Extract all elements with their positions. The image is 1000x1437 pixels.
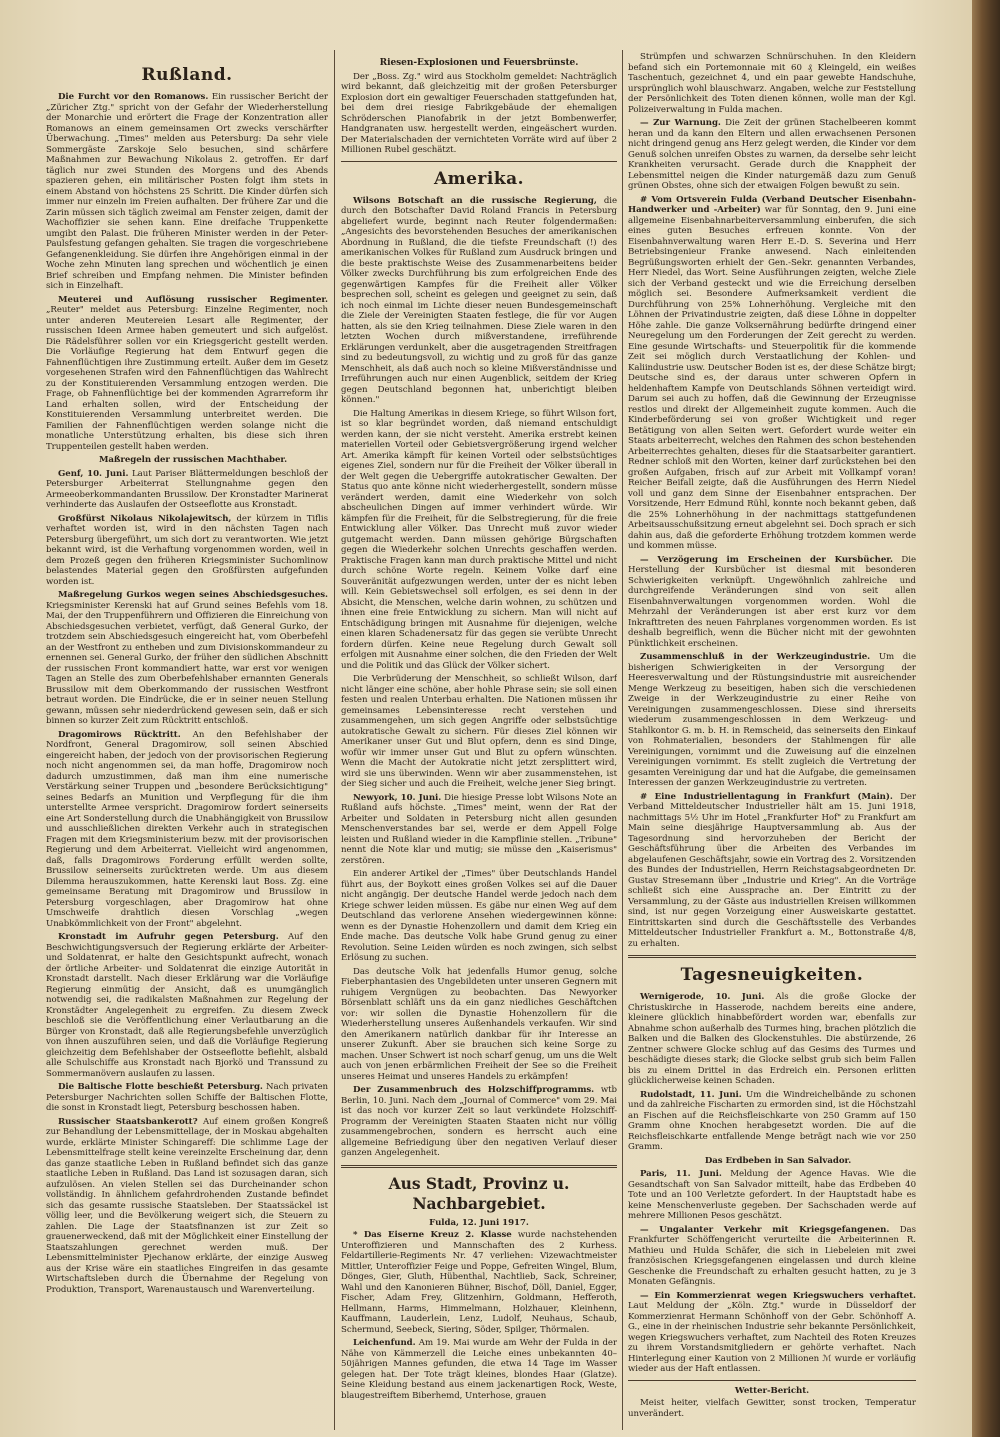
article-body: die durch den Botschafter David Roland Francis in Petersburg abgeliefert wurde, beginnt nach Reuter folgendermaßen: „Angesichts des bevorstehenden Besuches der amerikanischen Abordnung in Rußland, die die tiefste Freundschaft (!) des amerikanischen Volkes für Rußland zum Ausdruck bringen und die beste praktischste Weise des Zusammenarbeitens beider Völker zwecks Durchführung bis zum erfolgreichen Ende des gegenwärtigen Kampfes für die Freiheit aller Völker besprechen soll, scheint es gelegen und geeignet zu sein, daß ich noch einmal im Lichte dieser neuen Bundesgemeinschaft die Ziele der Vereinigten Staaten festlege, die für vor Augen hatten, als sie den Krieg teilnahmen. Diese Ziele waren in den letzten Wochen durch mißverstandene, irreführende Erklärungen verdunkelt, aber die ausgetragenden Streitfragen sind zu bedeutungsvoll, zu wichtig und zu groß für das ganze Menschheit, als daß auch noch so kleine Mißverständnisse und Irreführungen auch nur einen Augenblick, seitdem der Krieg gegen Deutschland begonnen hat, unberichtigt bleiben können." [341,195,617,405]
article-body: Ein russischer Bericht der „Züricher Ztg." spricht von der Gefahr der Wiederherstellung der Monarchie und erörtert die Frage der Konzentration aller Romanows an einem gemeinsamen Ort zwecks verschärfter Überwachung. „Times" melden aus Petersburg: Da sehr viele Sommergäste Zarskoje Selo besuchen, sind schärfere Maßnahmen zur Bewachung Nikolaus 2. getroffen. Er darf täglich nur zwei Stunden des Morgens und des Abends spazieren gehen, ein militärischer Posten folgt ihm stets in einem Abstand von höchstens 25 Schritt. Die Kinder dürfen sich immer nur einzeln im Freien aufhalten. Der frühere Zar und die Zarin müssen sich täglich zweimal am Fenster zeigen, damit der Wachoffizier sie sehen kann. Eine dreifache Truppenkette umgibt den Palast. Die früheren Minister werden in der Peter-Paulsfestung gefangen gehalten. Sie tragen die vorgeschriebene Gefangenenkleidung. Sie dürfen ihre Angehörigen einmal in der Woche zehn Minuten lang sprechen und wöchentlich je einen Brief schreiben und Empfang nehmen. Die Minister befinden sich in Einzelhaft. [46,92,328,291]
article [341,793,617,867]
column-rule [334,50,335,1430]
divider [628,955,916,958]
article [628,195,916,552]
column-rule [622,50,623,1430]
article-body: Kriegsminister Kerenski hat auf Grund seines Befehls vom 18. Mai, der den Truppenführern und Offizieren die Einreichung von Abschiedsgesuchen verbietet, verfügt, daß General Gurko, der trotzdem sein Abschiedsgesuch eingereicht hat, vom Oberbefehl an der Westfront zu entheben und zum Divisionskommandeur zu ernennen sei. General Gurko, der früher den südlichen Abschnitt der russischen Front kommandiert hatte, war erst vor wenigen Tagen an Stelle des zum Oberbefehlshaber ernannten Generals Brussilow mit dem Oberkommando der russischen Westfront betraut worden. Die Eindrücke, die er in seiner neuen Stellung gewann, müssen sehr niederdrückend gewesen sein, daß er sich binnen so kurzer Zeit zum Rücktritt entschloß. [46,600,328,726]
weather-body: Meist heiter, vielfach Gewitter, sonst trocken, Temperatur unverändert. [628,1398,916,1419]
article-heading: Dragomirows Rücktritt. [58,729,181,740]
section-title-russia: Rußland. [141,65,233,85]
divider [341,1165,617,1168]
column-local-news [628,52,916,1424]
article-heading: — Ein Kommerzienrat wegen Kriegswuchers verhaftet. [640,1290,916,1301]
article-heading: Maßregeln der russischen Machthaber. [98,455,288,465]
article-body: Das deutsche Volk hat jedenfalls Humor genug, solche Fieberphantasien des Ungebildeten unter unseren Gegnern mit ruhigem Vergnügen zu beobachten. Das Newyorker Börsenblatt schläft uns da ein ganz niedliches Geschäftchen vor: wir sollen die Dynastie Hohenzollern für die Wiederherstellung unseres Außenhandels verkaufen. Wir sind den Amerikanern natürlich dankbar für ihr Interesse an unserer Zukunft. Aber sie brauchen sich keine Sorge zu machen. Unser Schwert ist noch scharf genug, um uns die Welt auch von jenen erbärmlichen Freiheit der See so die Freiheit unseres Heimat und unseres Handels zu erkämpfen! [341,966,617,1082]
article-heading: # Eine Industriellentagung in Frankfurt (Main). [640,791,893,802]
article [46,932,328,1079]
article-body: Der Verband Mitteldeutscher Industrieller hält am 15. Juni 1918, nachmittags 5½ Uhr im Hotel „Frankfurter Hof" zu Frankfurt am Main seine diesjährige Hauptversammlung ab. Aus der Tagesordnung sind hervorzuheben der Bericht der Geschäftsführung über die Arbeiten des Verbandes im abgelaufenen Geschäftsjahr, sowie ein Vortrag des 2. Vorsitzenden des Bundes der Industriellen, Herrn Reichstagsabgeordneten Dr. Gustav Stresemann über „Industrie und Krieg". An die Vorträge schließt sich eine Aussprache an. Der Eintritt zu der Versammlung, zu der Gäste aus industriellen Kreisen willkommen sind, ist nur gegen Vorzeigung einer Ausweiskarte gestattet. Eintrittskarten sind durch die Geschäftsstelle des Verbandes Mitteldeutscher Industrieller Frankfurt a. M., Bottonstraße 4/8, zu erhalten. [628,791,916,949]
column-russia [46,58,328,1430]
article-heading: — Ungalanter Verkehr mit Kriegsgefangenen. [640,1224,890,1235]
section-title-local: Aus Stadt, Provinz u. Nachbargebiet. [388,1173,570,1213]
article [341,967,617,1083]
article-heading: Russischer Staatsbankerott? [58,1116,198,1127]
article [628,555,916,650]
article [341,674,617,790]
article-heading: — Zur Warnung. [640,118,721,128]
article-heading: Das Erdbeben in San Salvador. [704,1155,852,1166]
section-title-daily-news: Tagesneuigkeiten. [680,965,864,985]
article-heading: Die Furcht vor den Romanows. [58,92,209,102]
article-body: war für Sonntag, den 9. Juni eine allgemeine Eisenbahnarbeiterversammlung einberufen, die sich eines guten Besuches erfreuen konnte. Von der Eisenbahnverwaltung waren Herr E.-D. S. Severina und Herr Betriebsingenieur Franke anwesend. Nach einleitenden Begrüßungsworten erhielt der Gen.-Sekr. genannten Verbandes, Herr Niedel, das Wort. Seine Ausführungen zeigten, welche Ziele sich der Verband gesteckt und wie die Erreichung derselben möglich sei. Besondere Aufmerksamkeit verdient die Durchführung von 25% Lohnerhöhung. Vergleiche mit den Löhnen der Privatindustrie zeigten, daß diese Löhne in doppelter Höhe zahle. Die ganze Volksernährung bedürfte dringend einer Neuregelung um den Forderungen der Zeit gerecht zu werden. Eine gesunde Wirtschafts- und Steuerpolitik für die kommende Zeit sei möglich durch Verstaatlichung der Kohlen- und Kaliindustrie usw. Deutscher Boden ist es, der diese Schätze birgt; Deutsche sind es, der daraus unter schweren Opfern in heldenhaftem Kampfe von Deutschlands Söhnen verteidigt wird. Darum sei auch zu hoffen, daß die Gewinnung der Erzeugnisse restlos und direkt der Allgemeinheit zugute kommen. Auch die Kinderbeförderung sei von großer Wichtigkeit und reger Betätigung von allen Seiten wert. Gefordert wurde weiter ein Staats arbeiterrecht, welches den Rahmen des schon bestehenden Arbeiterrechtes gehalten, dieses für die Staatsarbeiter garantiert. Redner schloß mit den Worten, keiner darf zurückstehen bei den großen Aufgaben, frisch auf zur Arbeit mit Vollkampf voran! Reicher Beifall zeigte, daß die Ausführungen des Herrn Niedel voll und ganz dem Sinne der Eisenbahner entsprachen. Der Vorsitzende, Herr Edmund Rühl, konnte noch bekannt geben, daß die 25% Lohnerhöhung in der nachmittags stattgefundenen Arbeitsausschußsitzung erneut abgelehnt sei. Doch sprach er sich dahin aus, daß die geforderte Erhöhung trotzdem kommen werde und kommen müsse. [628,205,916,551]
article-heading: Wilsons Botschaft an die russische Regierung, [353,195,597,206]
article [628,1156,916,1167]
article-heading: Paris, 11. Juni. [640,1169,722,1179]
weather-title: Wetter-Bericht. [734,1385,810,1396]
article-body: An den Befehlshaber der Nordfront, General Dragomirow, soll seinen Abschied eingereicht haben, der jedoch von der provisorischen Regierung noch nicht angenommen sei, da man hoffe, Dragomirow noch dadurch umzustimmen, daß man ihm eine numerische Verstärkung seiner Truppen und „besondere Berücksichtigung" seines Bedarfs an Munition und Verpflegung für die ihm unterstellte Armee verspricht. Dragomirow fordert seinerseits eine Art Sonderstellung durch die Unabhängigkeit von Brussilow und ausschließlichen direkten Verkehr auch in strategischen Fragen mit dem Kriegsministerium bezw. mit der provisorischen Regierung und dem Arbeiterrat. Vielleicht wird angenommen, daß, falls Dragomirows Forderung erfüllt werden sollte, Brussilow seinerseits zurücktreten werde. Um aus diesem Dilemma herauszukommen, hatte Kerenski laut Boss. Zg. eine gemeinsame Beratung mit Dragomirow und Brussilow in Petersburg vorgeschlagen, aber Dragomirow hat ohne Umschweife drahtlich diesen Vorschlag „wegen Unabkömmlichkeit von der Front" abgelehnt. [46,729,328,929]
article [628,652,916,789]
article-body: Um die Windreichelbände zu schonen und da zahlreiche Fischarten zu ermorden sind, ist die Höchstzahl an Fischen auf die Reichsfleischkarte von 250 Gramm auf 150 Gramm ohne Knochen herabgesetzt worden. Die auf die Reichsfleischkarte entfallende Menge beträgt nach wie vor 250 Gramm. [628,1089,916,1152]
article-body: Nach privaten Petersburger Nachrichten sollen Schiffe der Baltischen Flotte, die sonst in Kronstadt liegt, Petersburg beschossen haben. [46,1082,328,1113]
article-heading: Großfürst Nikolaus Nikolajewitsch, [58,513,232,524]
article [46,1117,328,1296]
article [341,1230,617,1335]
article-body: „Reuter" meldet aus Petersburg: Einzelne Regimenter, noch unter anderen Meutereien Lesart alle Regimenter, der russischen Ideen Armee haben gemeutert und sich aufgelöst. Die Rädelsführer sollen vor ein Kriegsgericht gestellt werden. Die Vorläufige Regierung hat dem Entwurf gegen die Fahnenflüchtigen ihre Zustimmung erteilt. Außer dem im Gesetz vorgesehenen Strafen wird den Fahnenflüchtigen das Wahlrecht zu der Konstituierenden Versammlung entzogen werden. Die Frage, ob Fahnenflüchtige bei der kommenden Agrarreform ihr Land erhalten sollen, wird der Entscheidung der Konstituierenden Versammlung unterbreitet werden. Die Familien der Fahnenflüchtigen werden solange nicht die monatliche Unterstützung erhalten, bis diese sich ihren Truppenteilen gestellt haben werden. [46,305,328,452]
article [46,1082,328,1114]
article-body: wtb Berlin, 10. Juni. Nach dem „Journal of Commerce" vom 29. Mai ist das noch vor kurzer Zeit so laut verkündete Holzschiff-Programm der Vereinigten Staaten Staaten nicht nur völlig zusammengebrochen, sondern es herrscht auch eine allgemeine Befriedigung über den negativen Verlauf dieser ganzen Angelegenheit. [341,1085,617,1158]
column-america [341,58,617,1430]
article [628,118,916,192]
article-body: wurde nachstehenden Unteroffizieren und Mannschaften des 2 Kurhess. Feldartillerie-Regiments Nr. 47 verliehen: Vizewachtmeister Mittler, Unteroffizier Feige und Poppe, Gefreiten Wingel, Blum, Dönges, Gier, Gluth, Hübenthal, Nachtlieb, Sack, Schreiner, Wahl und den Kanonieren Bühner, Bischof, Döll, Daniel, Egger, Fischer, Adam Frey, Glitzenhirn, Goldmann, Hefferoth, Hellmann, Harms, Himmelmann, Holzhauer, Kleinhenn, Kauffmann, Lauderlein, Lenz, Ludolf, Neuhaus, Schaub, Schermund, Seebeck, Siering, Söder, Spilger, Thörmalen. [341,1230,617,1335]
article-heading: Newyork, 10. Juni. [353,792,442,803]
article [46,92,328,292]
article [628,792,916,950]
article-body: Ein anderer Artikel der „Times" über Deutschlands Handel führt aus, der Boykott eines großen Volkes sei auf die Dauer nicht angängig. Der deutsche Handel werde jedoch nach dem Kriege schwer leiden müssen. Es gäbe nur einen Weg auf dem Deutschland das verlorene Ansehen wiedergewinnen könne: wenn es der Dynastie Hohenzollern und damit dem Krieg ein Ende mache. Das deutsche Volk habe Grund genug zu einer Revolution. Seine Leiden würden es noch zwingen, sich selbst Erlösung zu suchen. [341,869,617,963]
article-heading: Genf, 10. Juni. [58,468,129,479]
article [341,1338,617,1401]
article-heading: Wernigerode, 10. Juni. [640,992,765,1002]
article-heading: Zusammenschluß in der Werkzeugindustrie. [640,652,871,662]
article-heading: Rudolstadt, 11. Juni. [640,1089,742,1100]
article-body: Um die bisherigen Schwierigkeiten in der Versorgung der Heeresverwaltung und der Rüstungsindustrie mit ausreichender Menge Werkzeug zu beseitigen, haben sich die verschiedenen Zweige in der Werkzeugindustrie zu einer Reihe von Vereinigungen zusammengeschlossen. Diese sind ihrerseits wiederum zusammengeschlossen in dem Werkzeug- und Stahlkontor G. m. b. H. in Remscheid, das seinerseits den Einkauf von Rohmaterialien, besonders der Stahlmengen für alle Vereinigungen, vornimmt und die Zuweisung auf die einzelnen Vereinigungen vornimmt. Es stellt zugleich die Vertretung der gesamten Vereinigung dar und hat die Aufgabe, die gemeinsamen Interessen der ganzen Werkzeugindustrie zu vertreten. [628,652,916,788]
article [46,590,328,727]
article-body: Auf einem großen Kongreß zur Behandlung der Lebensmittellage, der in Moskau abgehalten wurde, erklärte Minister Schingareff: Die schlimme Lage der Lebensmittelfrage stellt keine vereinzelte Erscheinung dar, denn das ganze staatliche Leben in Rußland befindet sich das ganze staatliche Leben in Rußland. Das Land ist sozusagen daran, sich aufzulösen. An vielen Stellen sei das Durcheinander schon vollständig. In ähnlichem gefahrdrohenden Zustande befindet sich das gesamte russische Staatsleben. Der Staatssäckel ist völlig leer, und die Bevölkerung weigert sich, die Steuern zu zahlen. Die Lage der Staatsfinanzen ist zur Zeit so grauenerweckend, daß mit der Möglichkeit einer Einstellung der Staatszahlungen gerechnet werden muß. Der Lebensmittelminister Pjechanow erklärte, der einzige Ausweg aus der Krise wäre ein staatliches Eingreifen in das gesamte Wirtschaftsleben durch die Übernahme der Regelung von Produktion, Transport, Warenaustausch und Warenverteilung. [46,1116,328,1295]
book-binding-edge [972,0,1000,1437]
article-heading: * Das Eiserne Kreuz 2. Klasse [353,1230,512,1240]
article-body: Am 19. Mai wurde am Wehr der Fulda in der Nähe von Kämmerzell die Leiche eines unbekannten 40–50jährigen Mannes gefunden, die etwa 14 Tage im Wasser gelegen hat. Der Tote trägt kleines, blondes Haar (Glatze). Seine Kleidung bestand aus einem jackenartigen Rock, Weste, blaugestreiftem Biberhemd, Unterhose, grauen [341,1338,617,1401]
article-heading: Riesen-Explosionen und Feuersbrünste. [379,58,579,68]
article-heading: Die Baltische Flotte beschießt Petersburg. [58,1082,263,1092]
article-heading: Maßregelung Gurkos wegen seines Abschiedsgesuches. [58,590,328,600]
article-body: Meldung der Agence Havas. Wie die Gesandtschaft von San Salvador mitteilt, habe das Erdbeben 40 Tote und an 100 Verletzte gefordert. In der Hauptstadt habe es keine Menschenverluste gegeben. Der Sachschaden werde auf mehrere Millionen Pesos geschätzt. [628,1169,916,1221]
article-heading: Der Zusammenbruch des Holzschiffprogramms. [353,1085,595,1095]
article [46,455,328,466]
article [46,514,328,588]
article-body: Die Zeit der grünen Stachelbeeren kommt heran und da kann den Eltern und allen erwachsenen Personen nicht dringend genug ans Herz gelegt werden, die Kinder vor dem Genuß solchen unreifen Obstes zu warnen, da derselbe sehr leicht Krankheiten verursacht. Gerade durch die Knappheit der Lebensmittel neigen die Kinder naturgemäß dazu zum Genuß grünen Obstes, ohne sich der etwaigen Folgen bewußt zu sein. [628,118,916,191]
article [341,869,617,964]
article [46,730,328,930]
article [628,1291,916,1375]
article-body: Laut Meldung der „Köln. Ztg." wurde in Düsseldorf der Kommerzienrat Hermann Schönhoff von der Gebr. Schönhoff A. G., eine in der rheinischen Industrie sehr bekannte Persönlichkeit, wegen Kriegswuchers verhaftet, zum Nachteil des Roten Kreuzes zu ihrem Vorstandsmitgliedern er gehörte verhaftet. Nach Hinterlegung einer Kaution von 2 Millionen ℳ wurde er vorläufig wieder aus der Haft entlassen. [628,1301,916,1374]
article-heading: # Vom Ortsverein Fulda (Verband Deutscher Eisenbahn-Handwerker und -Arbeiter) [628,194,916,215]
article-body: Der „Boss. Zg." wird aus Stockholm gemeldet: Nachträglich wird bekannt, daß gleichzeitig mit der großen Petersburger Explosion dort ein gewaltiger Feuerschaden stattgefunden hat, bei dem drei riesige Fabrikgebäude der ehemaligen Schröderschen Pianofabrik in der jetzt Bombenwerfer, Handgranaten usw. hergestellt werden, eingeäschert wurden. Der Materialschaden der vernichteten Vorräte wird auf über 2 Millionen Rubel geschätzt. [341,71,617,155]
article-body: Strümpfen und schwarzen Schnürschuhen. In den Kleidern befand sich ein Portemonnaie mit 60 ₰ Kleingeld, ein weißes Taschentuch, gezeichnet 4, und ein paar gewebte Handschuhe, ursprünglich wohl blauschwarz. Angaben, welche zur Feststellung der Persönlichkeit des Toten dienen können, wolle man der Kgl. Polizeiverwaltung in Fulda machen. [628,52,916,115]
article [46,469,328,511]
article [628,1225,916,1288]
article-heading: Leichenfund. [353,1338,416,1348]
article [341,196,617,406]
article-body: Die Haltung Amerikas in diesem Kriege, so führt Wilson fort, ist so klar begründet worden, daß niemand entschuldigt werden kann, der sie nicht versteht. Amerika erstrebt keinen materiellen Vorteil oder Gebietsvergrößerung irgend welcher Art. Amerika kämpft für keinen Vorteil oder selbstsüchtiges eigenes Ziel, sondern nur für die Freiheit der Völker überall in der Welt gegen die Uebergriffe autokratischer Gewalten. Der Status quo ante könne nicht wiederhergestellt, sondern müsse verändert werden, damit eine Wiederkehr von solch abscheulichen Dingen auf immer verhindert würde. Wir kämpfen für die Freiheit, für die Selbstregierung, für die freie Entwicklung aller Völker. Das Unrecht muß zuvor wieder gutgemacht werden. Dann müssen gehörige Bürgschaften gegen die Wiederkehr solchen Unrechts geschaffen werden. Praktische Fragen kann man durch praktische Mittel und nicht durch schöne Worte regeln. Keinem Volke darf eine Souveränität aufgezwungen werden, unter der es nicht leben will. Kein Gebietswechsel soll erfolgen, es sei denn in der Absicht, die Menschen, welche darin wohnen, zu schützen und ihnen eine freie Entwicklung zu sichern. Man will nicht auf Entschädigung bringen mit Ausnahme für diejenigen, welche einen klaren Schadenersatz für das gegen sie verübte Unrecht fordern dürfen. Keine neue Regelung durch Gewalt soll erfolgen mit Ausnahme einer solchen, die den Frieden der Welt und die Politik und das Glück der Völker sichert. [341,408,617,671]
article-body: Die Herstellung der Kursbücher ist diesmal mit besonderen Schwierigkeiten verknüpft. Ungewöhnlich zahlreiche und durchgreifende Veränderungen sind von seit allen Eisenbahnverwaltungen vorgenommen worden. Wohl die Mehrzahl der Veränderungen ist aber erst kurz vor dem Inkrafttreten des neuen Fahrplanes vorgenommen worden. Es ist deshalb begreiflich, wenn die Bücher nicht mit der gewohnten Pünktlichkeit erscheinen. [628,554,916,649]
article [341,1085,617,1159]
article-body: Als die große Glocke der Christuskirche in Hasserode, nachdem bereits eine andere, kleinere glücklich hinabbefördert worden war, ebenfalls zur Abnahme schon außerhalb des Turmes hing, brachen plötzlich die Balken und die Balken des Glockenstuhles. Die abstürzende, 26 Zentner schwere Glocke schlug auf das Gesims des Turmes und beschädigte dieses stark; die Glocke selbst grub sich beim Fallen bis zu einem Drittel in das Erdreich ein. Personen erlitten glücklicherweise keinen Schaden. [628,992,916,1086]
article-body: Die hiesige Presse lobt Wilsons Note an Rußland aufs höchste. „Times" meint, wenn der Rat der Arbeiter und Soldaten in Petersburg nicht allen gesunden Menschenverstandes bar sei, werde er dem Appell Folge leisten und Rußland wieder in die Kampflinie stellen. „Tribune" nennt die Note klar und mutig; sie müsse den „Kaiserismus" zerstören. [341,792,617,866]
article [628,1169,916,1222]
article-heading: — Verzögerung im Erscheinen der Kursbücher. [640,554,893,565]
article-heading: Meuterei und Auflösung russischer Regimenter. [58,294,328,305]
article-body: Laut Pariser Blättermeldungen beschloß der Petersburger Arbeiterrat Stellungnahme gegen den Armeeoberkommandanten Brussilow. Der Kronstadter Marinerat verhinderte das Auslaufen der Ostseeflotte aus Kronstadt. [46,468,328,510]
article-body: Das Frankfurter Schöffengericht verurteilte die Arbeiterinnen R. Mathieu und Hulda Schäfer, die sich in Liebeleien mit zwei französischen Kriegsgefangenen eingelassen und durch kleine Geschenke die Freundschaft zu erhalten gesucht hatten, zu je 3 Monaten Gefängnis. [628,1224,916,1287]
article [341,409,617,672]
article [628,992,916,1087]
article-heading: Kronstadt im Aufruhr gegen Petersburg. [58,932,279,942]
article [46,295,328,453]
article-body: der kürzem in Tiflis verhaftet worden ist, wird in den nächsten Tagen nach Petersburg übergeführt, um sich dort zu verantworten. Wie jetzt bekannt wird, ist die Verhaftung vorgenommen worden, weil in dem Prozeß gegen den früheren Kriegsminister Suchomlinow belastendes Material gegen den Großfürsten aufgefunden worden ist. [46,513,328,587]
article [628,1090,916,1153]
article-body: Die Verbrüderung der Menschheit, so schließt Wilson, darf nicht länger eine schöne, aber hohle Phrase sein; sie soll einen festen und realen Unterbau erhalten. Die Nationen müssen ihr gemeinsames Lebensinteresse recht verstehen und zusammengehen, um sich gegen Angriffe oder selbstsüchtige autokratische Gewalt zu sichern. Für dieses Ziel können wir Amerikaner unser Gut und Blut opfern, denn es sind Dinge, wofür wir immer unser Gut und Blut zu opfern wünschten. Wenn die Macht der Autokratie nicht jetzt zersplittert wird, wird sie uns überwinden. Wenn wir aber zusammenstehen, ist der Sieg sicher und auch die Freiheit, welche jener Sieg bringt. [341,674,617,789]
article-body: Auf den Beschwichtigungsversuch der Regierung erklärte der Arbeiter- und Soldatenrat, er halte den Gesichtspunkt aufrecht, wonach der örtliche Arbeiter- und Soldatenrat die einzige Autorität in Kronstadt darstellt. Nach dieser Erklärung war die Vorläufige Regierung einmütig der Ansicht, daß es unumgänglich notwendig sei, die radikalsten Maßnahmen zur Regelung der Kronstädter Angelegenheit zu ergreifen. Zu diesem Zweck beschloß sie die Veröffentlichung einer Verlautbarung an die Bürger von Kronstadt, daß alle Regierungsbefehle unverzüglich von ihnen auszuführen seien, und daß die Vorläufige Regierung gleichzeitig dem Befehlshaber der Ostseeflotte befiehlt, alsbald alle Schulschiffe aus Kronstadt nach Bjorkö und Transsund zu Sommermanövern auslaufen zu lassen. [46,932,328,1079]
divider [341,161,617,162]
dateline: Fulda, 12. Juni 1917. [429,1217,529,1228]
article [628,52,916,115]
section-title-america: Amerika. [433,168,525,189]
divider [628,1380,916,1381]
